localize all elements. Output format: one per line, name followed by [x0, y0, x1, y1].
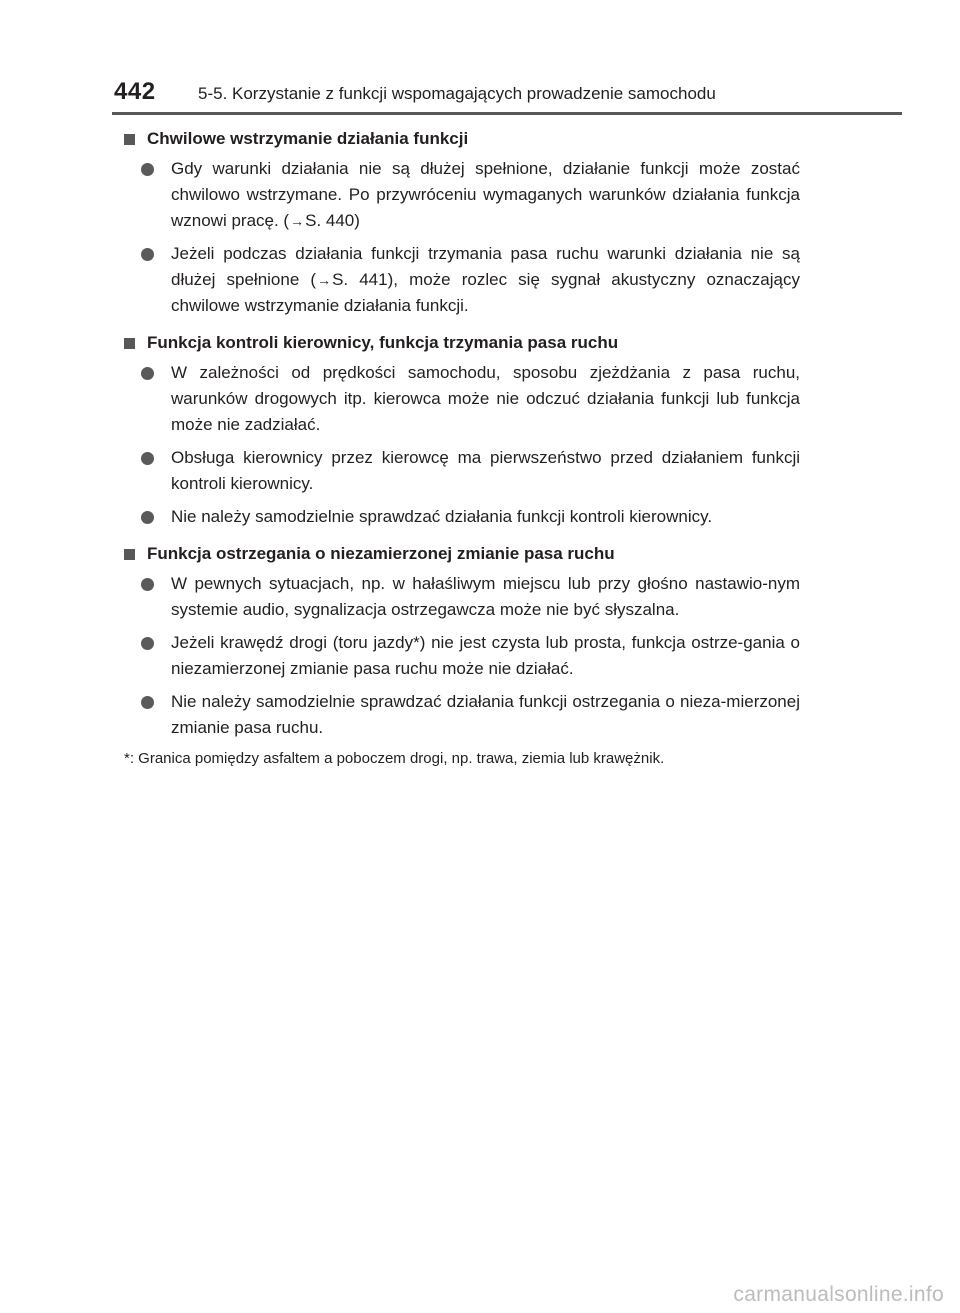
page-reference: S. 440) — [305, 211, 360, 230]
footnote: *: Granica pomiędzy asfaltem a poboczem drogi, np. trawa, ziemia lub krawężnik. — [124, 750, 665, 767]
list-item — [124, 241, 800, 319]
round-bullet-icon — [141, 163, 154, 176]
list-item — [124, 689, 800, 741]
round-bullet-icon — [141, 696, 154, 709]
section-lane-departure-warning — [124, 537, 800, 741]
list-item-text: Nie należy samodzielnie sprawdzać działania funkcji kontroli kierownicy. — [171, 507, 713, 526]
list-item-text: W pewnych sytuacjach, np. w hałaśliwym miejscu lub przy głośno nastawio-nym systemie audio, sygnalizacja ostrzegawcza może nie być słyszalna. — [171, 574, 800, 619]
arrow-right-icon: → — [317, 272, 332, 288]
arrow-right-icon: → — [290, 213, 305, 229]
page-reference: S. 441) — [332, 270, 394, 289]
watermark: carmanualsonline.info — [733, 1283, 944, 1306]
chapter-title: 5-5. Korzystanie z funkcji wspomagających prowadzenie samochodu — [198, 84, 716, 103]
round-bullet-icon — [141, 452, 154, 465]
square-bullet-icon — [124, 549, 135, 560]
list-item-text: Gdy warunki działania nie są dłużej spełnione, działanie funkcji może zostać chwilowo wstrzymane. Po przywróceniu wymaganych warunków działania funkcja wznowi pracę. (→S. 440) — [171, 159, 800, 230]
page-content — [124, 122, 800, 785]
round-bullet-icon — [141, 248, 154, 261]
section-temporary-suspension — [124, 122, 800, 319]
list-item — [124, 445, 800, 497]
round-bullet-icon — [141, 367, 154, 380]
round-bullet-icon — [141, 511, 154, 524]
section-title-text: Chwilowe wstrzymanie działania funkcji — [147, 129, 469, 148]
round-bullet-icon — [141, 578, 154, 591]
square-bullet-icon — [124, 338, 135, 349]
list-item — [124, 630, 800, 682]
list-item-text: Nie należy samodzielnie sprawdzać działania funkcji ostrzegania o nieza-mierzonej zmianie pasa ruchu. — [171, 692, 800, 737]
list-item-text: W zależności od prędkości samochodu, sposobu zjeżdżania z pasa ruchu, warunków drogowych itp. kierowca może nie odczuć działania funkcji lub funkcja może nie zadziałać. — [171, 363, 800, 434]
list-item-text: Obsługa kierownicy przez kierowcę ma pierwszeństwo przed działaniem funkcji kontroli kierownicy. — [171, 448, 800, 493]
header-rule — [112, 112, 902, 115]
page-header — [112, 78, 902, 114]
square-bullet-icon — [124, 134, 135, 145]
section-title-text: Funkcja ostrzegania o niezamierzonej zmianie pasa ruchu — [147, 544, 615, 563]
round-bullet-icon — [141, 637, 154, 650]
section-steering-control — [124, 326, 800, 530]
list-item — [124, 504, 800, 530]
list-item-text: Jeżeli krawędź drogi (toru jazdy*) nie jest czysta lub prosta, funkcja ostrze-gania o niezamierzonej zmianie pasa ruchu może nie działać. — [171, 633, 800, 678]
list-item — [124, 571, 800, 623]
list-item — [124, 360, 800, 438]
section-title — [124, 122, 800, 156]
section-title-text: Funkcja kontroli kierownicy, funkcja trzymania pasa ruchu — [147, 333, 619, 352]
section-title — [124, 537, 800, 571]
section-title — [124, 326, 800, 360]
page-number: 442 — [114, 78, 156, 105]
list-item-text: Jeżeli podczas działania funkcji trzymania pasa ruchu warunki działania nie są dłużej spełnione (→S. 441), może rozlec się sygnał akustyczny oznaczający chwilowe wstrzymanie działania funkcji. — [171, 244, 800, 315]
list-item — [124, 156, 800, 234]
